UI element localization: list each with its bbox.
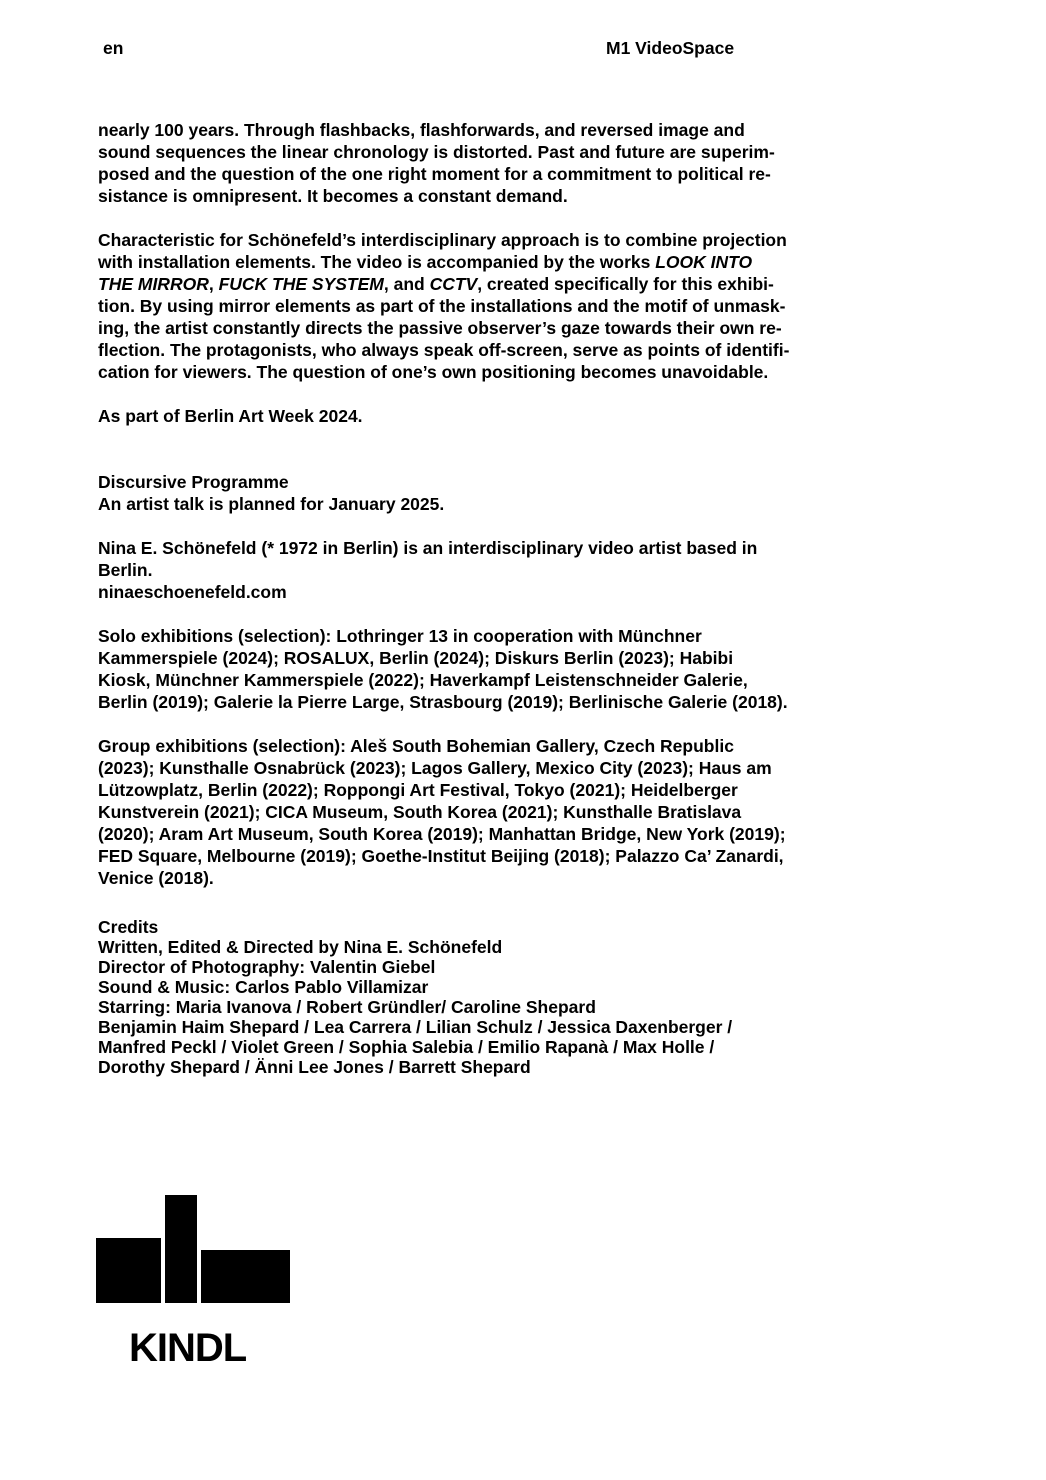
credit-line: Written, Edited & Directed by Nina E. Schönefeld bbox=[98, 937, 503, 957]
credit-line: Manfred Peckl / Violet Green / Sophia Salebia / Emilio Rapanà / Max Holle / bbox=[98, 1037, 715, 1057]
separator: , bbox=[208, 274, 219, 294]
kindl-logo-mark bbox=[96, 1195, 290, 1303]
programme-heading: Discursive Programme bbox=[98, 472, 289, 492]
main-text bbox=[98, 119, 818, 1077]
text-line: sound sequences the linear chronology is distorted. Past and future are superim- bbox=[98, 142, 775, 162]
text-line: sistance is omnipresent. It becomes a constant demand. bbox=[98, 186, 568, 206]
programme-text: An artist talk is planned for January 2025. bbox=[98, 494, 445, 514]
credits-section bbox=[98, 917, 818, 1077]
text-line: Berlin (2019); Galerie la Pierre Large, Strasbourg (2019); Berlinische Galerie (2018). bbox=[98, 692, 788, 712]
text-line: Berlin. bbox=[98, 560, 153, 580]
credit-line: Dorothy Shepard / Änni Lee Jones / Barrett Shepard bbox=[98, 1057, 531, 1077]
credit-line: Starring: Maria Ivanova / Robert Gründler/ Caroline Shepard bbox=[98, 997, 596, 1017]
work-title-look-into-the-mirror-cont: THE MIRROR bbox=[98, 274, 209, 294]
text-line: flection. The protagonists, who always speak off-screen, serve as points of identifi- bbox=[98, 340, 790, 360]
work-title-look-into-the-mirror: LOOK INTO bbox=[655, 252, 753, 272]
work-title-cctv: CCTV bbox=[429, 274, 478, 294]
text-fragment: , created specifically for this exhibi- bbox=[477, 274, 774, 294]
text-line: nearly 100 years. Through flashbacks, flashforwards, and reversed image and bbox=[98, 120, 745, 140]
text-line: Characteristic for Schönefeld’s interdisciplinary approach is to combine projection bbox=[98, 230, 787, 250]
text-line: tion. By using mirror elements as part of the installations and the motif of unmask- bbox=[98, 296, 786, 316]
credits-heading: Credits bbox=[98, 917, 159, 937]
text-line bbox=[98, 273, 818, 295]
credit-line: Director of Photography: Valentin Giebel bbox=[98, 957, 436, 977]
text-line: Kammerspiele (2024); ROSALUX, Berlin (2024); Diskurs Berlin (2023); Habibi bbox=[98, 648, 734, 668]
language-label[interactable]: en bbox=[103, 38, 124, 58]
artist-website-link[interactable]: ninaeschoenefeld.com bbox=[98, 582, 287, 602]
kindl-wordmark: KINDL bbox=[129, 1326, 247, 1363]
text-line: ing, the artist constantly directs the passive observer’s gaze towards their own re- bbox=[98, 318, 782, 338]
solo-exhibitions bbox=[98, 625, 818, 713]
text-line: cation for viewers. The question of one’s own positioning becomes unavoidable. bbox=[98, 362, 769, 382]
text-fragment: with installation elements. The video is accompanied by the works bbox=[98, 252, 656, 272]
kindl-logo bbox=[96, 1195, 290, 1363]
text-line: (2023); Kunsthalle Osnabrück (2023); Lagos Gallery, Mexico City (2023); Haus am bbox=[98, 758, 772, 778]
text-line bbox=[98, 251, 818, 273]
programme-section bbox=[98, 471, 818, 515]
approach-paragraph bbox=[98, 229, 818, 383]
text-line: Solo exhibitions (selection): Lothringer 13 in cooperation with Münchner bbox=[98, 626, 702, 646]
intro-paragraph bbox=[98, 119, 818, 207]
artist-bio bbox=[98, 537, 818, 603]
credit-line: Sound & Music: Carlos Pablo Villamizar bbox=[98, 977, 429, 997]
group-exhibitions bbox=[98, 735, 818, 889]
text-line: Venice (2018). bbox=[98, 868, 214, 888]
document-title: M1 VideoSpace bbox=[606, 38, 735, 58]
text-line: Kunstverein (2021); CICA Museum, South Korea (2021); Kunsthalle Bratislava bbox=[98, 802, 742, 822]
text-line: posed and the question of the one right moment for a commitment to political re- bbox=[98, 164, 771, 184]
text-line: (2020); Aram Art Museum, South Korea (2019); Manhattan Bridge, New York (2019); bbox=[98, 824, 786, 844]
text-line: Kiosk, Münchner Kammerspiele (2022); Haverkampf Leistenschneider Galerie, bbox=[98, 670, 748, 690]
credit-line: Benjamin Haim Shepard / Lea Carrera / Lilian Schulz / Jessica Daxenberger / bbox=[98, 1017, 733, 1037]
text-line: Lützowplatz, Berlin (2022); Roppongi Art Festival, Tokyo (2021); Heidelberger bbox=[98, 780, 738, 800]
text-line: Nina E. Schönefeld (* 1972 in Berlin) is an interdisciplinary video artist based in bbox=[98, 538, 758, 558]
separator: , and bbox=[383, 274, 430, 294]
art-week-note: As part of Berlin Art Week 2024. bbox=[98, 406, 363, 426]
text-line: Group exhibitions (selection): Aleš South Bohemian Gallery, Czech Republic bbox=[98, 736, 734, 756]
text-line: FED Square, Melbourne (2019); Goethe-Institut Beijing (2018); Palazzo Ca’ Zanardi, bbox=[98, 846, 784, 866]
work-title-fuck-the-system: FUCK THE SYSTEM bbox=[218, 274, 384, 294]
